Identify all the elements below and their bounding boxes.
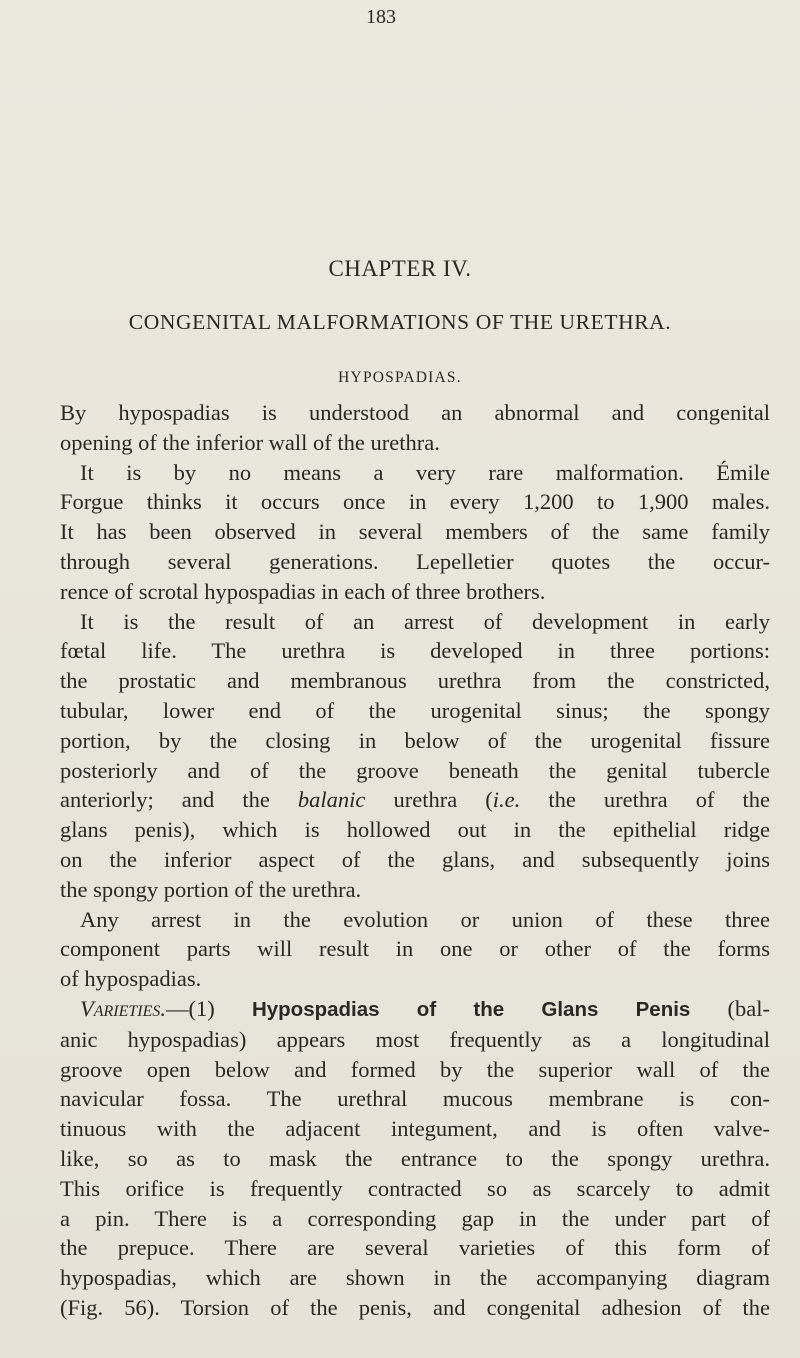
text-line: opening of the inferior wall of the urethra. xyxy=(60,429,440,455)
text-line xyxy=(60,785,770,815)
text-line: the spongy portion of the urethra. xyxy=(60,876,362,902)
text-segment: anteriorly; and the xyxy=(60,787,298,813)
text-line: groove open below and formed by the superior wall of the xyxy=(60,1056,770,1082)
text-line: the prepuce. There are several varieties of this form of xyxy=(60,1235,770,1261)
variety-heading-glans-penis: Hypospadias of the Glans Penis xyxy=(251,997,691,1021)
italic-term-balanic: balanic xyxy=(297,787,366,813)
text-line: component parts will result in one or other of the forms xyxy=(60,936,770,962)
text-line: This orifice is frequently contracted so as scarcely to admit xyxy=(60,1175,770,1201)
text-line: fœtal life. The urethra is developed in three portions: xyxy=(60,638,770,664)
text-line: portion, by the closing in below of the urogenital fissure xyxy=(60,727,770,753)
varieties-heading: Varieties. xyxy=(80,995,167,1021)
text-segment: (bal- xyxy=(690,995,770,1021)
chapter-title: CHAPTER IV. xyxy=(328,256,472,281)
text-line: the prostatic and membranous urethra from the constricted, xyxy=(60,668,770,694)
text-line: like, so as to mask the entrance to the spongy urethra. xyxy=(60,1145,770,1171)
text-line: posteriorly and of the groove beneath the genital tubercle xyxy=(60,757,770,783)
text-line: hypospadias, which are shown in the accompanying diagram xyxy=(60,1265,770,1291)
text-line: rence of scrotal hypospadias in each of three brothers. xyxy=(60,578,546,604)
text-line: It is by no means a very rare malformation. Émile xyxy=(80,459,770,485)
text-line: of hypospadias. xyxy=(60,966,202,992)
text-line: on the inferior aspect of the glans, and subsequently joins xyxy=(60,846,770,872)
section-title: CONGENITAL MALFORMATIONS OF THE URETHRA. xyxy=(128,310,672,334)
text-line: Any arrest in the evolution or union of these three xyxy=(80,906,770,932)
text-line: tinuous with the adjacent integument, and is often valve- xyxy=(60,1116,770,1142)
text-line: Forgue thinks it occurs once in every 1,200 to 1,900 males. xyxy=(60,489,770,515)
text-line: It is the result of an arrest of development in early xyxy=(80,608,770,634)
text-line: By hypospadias is understood an abnormal and congenital xyxy=(60,400,770,425)
page-number: 183 xyxy=(366,6,396,28)
subsection-title: HYPOSPADIAS. xyxy=(338,369,462,386)
text-line: anic hypospadias) appears most frequently as a longitudinal xyxy=(60,1026,770,1052)
text-line: a pin. There is a corresponding gap in the under part of xyxy=(60,1205,770,1231)
body-text xyxy=(60,398,770,1323)
text-segment: urethra ( xyxy=(365,787,493,813)
text-line: navicular fossa. The urethral mucous membrane is con- xyxy=(60,1086,770,1112)
text-segment: —(1) xyxy=(166,995,252,1021)
text-line: glans penis), which is hollowed out in the epithelial ridge xyxy=(60,817,770,843)
italic-abbreviation: i.e. xyxy=(492,787,521,813)
text-line xyxy=(60,994,770,1025)
text-segment: the urethra of the xyxy=(520,787,771,813)
text-line: tubular, lower end of the urogenital sinus; the spongy xyxy=(60,697,770,723)
text-line: It has been observed in several members of the same family xyxy=(60,519,770,545)
text-line: through several generations. Lepelletier quotes the occur- xyxy=(60,548,770,574)
text-line: (Fig. 56). Torsion of the penis, and congenital adhesion of the xyxy=(60,1294,770,1320)
